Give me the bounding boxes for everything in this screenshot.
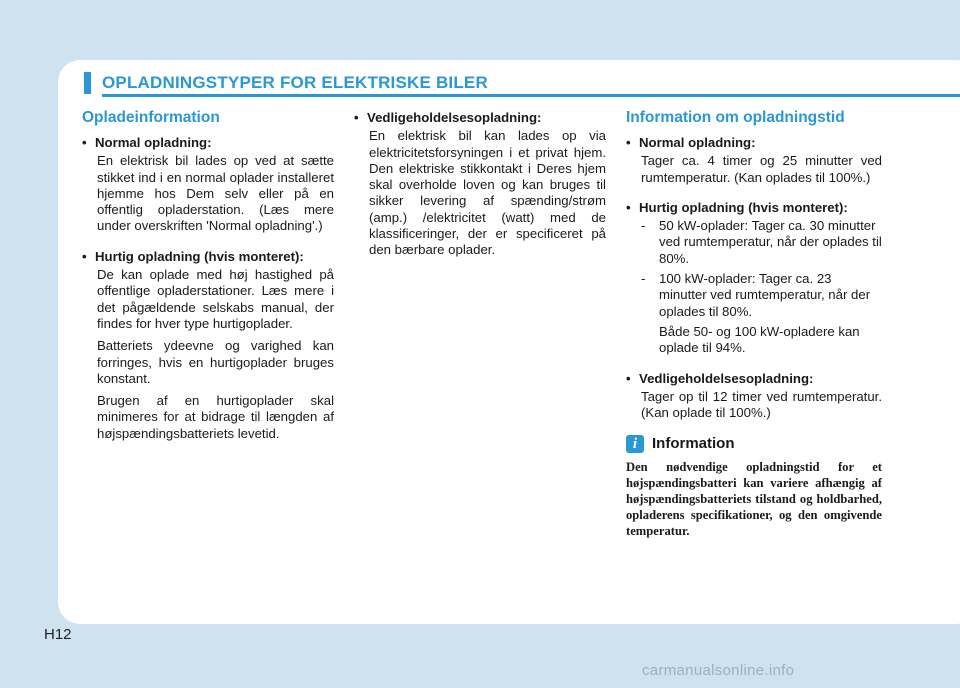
bullet-fast-charging: • Hurtig opladning (hvis monteret): xyxy=(82,249,334,265)
fast-charging-text-2: Batteriets ydeevne og varighed kan forringes, hvis en hurtigoplader bruges konstant. xyxy=(97,338,334,386)
fast-charger-50kw: - 50 kW-oplader: Tager ca. 30 minutter ved rumtemperatur, når der oplades til 80%. xyxy=(641,218,882,266)
bullet-maintenance-charging-time: • Vedligeholdelsesopladning: xyxy=(626,371,882,387)
section-title-charge-time: Information om opladningstid xyxy=(626,109,845,126)
section-header xyxy=(84,72,960,98)
maintenance-charging-text: En elektrisk bil kan lades op via elektricitetsforsyningen i et privat hjem. Den elektriske stikkontakt i Deres hjem skal overholde loven og kan bruges til sikker levering af spænding/strøm (amp.) /elektricitet (watt) med de klassificeringer, der er specificeret på den bærbare oplader. xyxy=(369,128,606,258)
fast-charging-text-3: Brugen af en hurtigoplader skal minimeres for at bidrage til længden af højspændingsbatteriets levetid. xyxy=(97,393,334,441)
bullet-maintenance-charging: • Vedligeholdelsesopladning: xyxy=(354,110,606,126)
header-rule xyxy=(102,94,960,97)
column-right xyxy=(626,108,882,539)
header-accent-bar xyxy=(84,72,91,94)
page-number: H12 xyxy=(44,626,72,643)
info-box-header xyxy=(626,435,882,453)
watermark: carmanualsonline.info xyxy=(642,662,795,679)
section-title-charge-info: Opladeinformation xyxy=(82,109,220,126)
info-text: Den nødvendige opladningstid for et højspændingsbatteri kan variere afhængig af højspændingsbatteriets tilstand og holdbarhed, opladerens specifikationer, og den omgivende temperatur. xyxy=(626,460,882,539)
fast-charger-100kw: - 100 kW-oplader: Tager ca. 23 minutter ved rumtemperatur, når der oplades til 80%. xyxy=(641,271,871,319)
info-title: Information xyxy=(652,435,735,453)
maintenance-charging-time-text: Tager op til 12 timer ved rumtemperatur. (Kan oplade til 100%.) xyxy=(641,388,882,421)
information-icon: i xyxy=(626,435,644,453)
column-middle xyxy=(354,110,606,259)
normal-charging-text: En elektrisk bil lades op ved at sætte stikket ind i en normal oplader installeret hjemme hos Dem selv eller på en offentlig opladerstation. (Læs mere under overskriften 'Normal opladning'.) xyxy=(97,153,334,234)
normal-charging-time-text: Tager ca. 4 timer og 25 minutter ved rumtemperatur. (Kan oplades til 100%.) xyxy=(641,153,882,185)
bullet-fast-charging-time: • Hurtig opladning (hvis monteret): xyxy=(626,200,882,216)
bullet-normal-charging: • Normal opladning: xyxy=(82,135,334,151)
fast-charger-note: Både 50- og 100 kW-opladere kan oplade til 94%. xyxy=(659,323,860,356)
fast-charging-text-1: De kan oplade med høj hastighed på offentlige opladerstationer. Læs mere i det pågældende selskabs manual, der findes for hver type hurtigoplader. xyxy=(97,267,334,331)
column-left xyxy=(82,108,334,442)
header-title: OPLADNINGSTYPER FOR ELEKTRISKE BILER xyxy=(102,73,488,92)
bullet-normal-charging-time: • Normal opladning: xyxy=(626,135,882,151)
